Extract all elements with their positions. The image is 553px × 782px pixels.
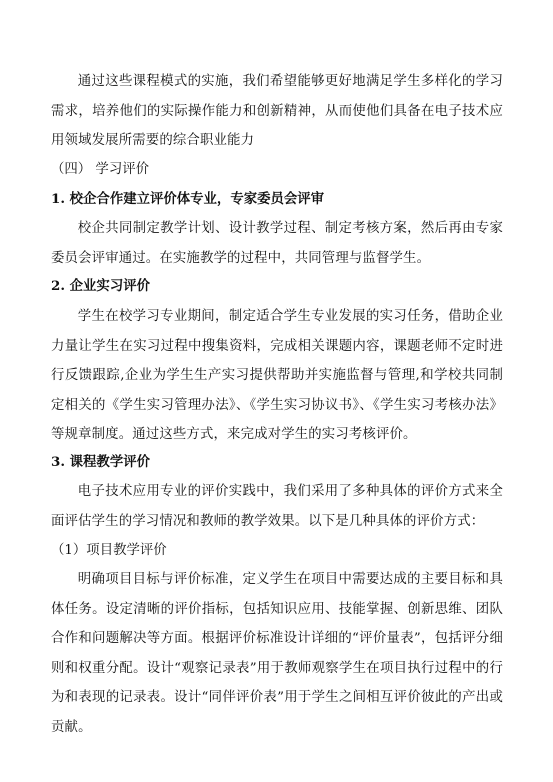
heading-course-teaching-evaluation: 3. 课程教学评价 bbox=[51, 454, 150, 470]
paragraph-course-mode-summary: 通过这些课程模式的实施，我们希望能够更好地满足学生多样化的学习需求，培养他们的实际操作能力和创新精神，从而使他们具备在电子技术应用领域发展所需要的综合职业能力 bbox=[51, 74, 503, 148]
paragraph-expert-committee-review: 校企共同制定教学计划、设计教学过程、制定考核方案，然后再由专家委员会评审通过。在实施教学的过程中，共同管理与监督学生。 bbox=[51, 221, 503, 266]
paragraph-project-evaluation-details: 明确项目目标与评价标准，定义学生在项目中需要达成的主要目标和具体任务。设定清晰的评价指标，包括知识应用、技能掌握、创新思维、团队合作和问题解决等方面。根据评价标准设计详细的“评价量表”，包括评分细则和权重分配。设计“观察记录表”用于教师观察学生在项目执行过程中的行为和表现的记录表。设计“同伴评价表”用于学生之间相互评价彼此的产出或贡献。 bbox=[51, 572, 503, 735]
paragraph-internship-assessment: 学生在校学习专业期间，制定适合学生专业发展的实习任务，借助企业力量让学生在实习过程中搜集资料，完成相关课题内容，课题老师不定时进行反馈跟踪,企业为学生生产实习提供帮助并实施监督与管理,和学校共同制定相关的《学生实习管理办法》、《学生实习协议书》、《学生实习考核办法》等规章制度。通过这些方式，来完成对学生的实习考核评价。 bbox=[51, 309, 503, 442]
heading-enterprise-internship-evaluation: 2. 企业实习评价 bbox=[51, 278, 150, 294]
heading-school-enterprise-evaluation: 1. 校企合作建立评价体专业，专家委员会评审 bbox=[51, 191, 325, 207]
paragraph-evaluation-methods-intro: 电子技术应用专业的评价实践中，我们采用了多种具体的评价方式来全面评估学生的学习情况和教师的教学效果。以下是几种具体的评价方式： bbox=[51, 484, 503, 529]
subheading-project-teaching-evaluation: （1）项目教学评价 bbox=[51, 543, 167, 558]
section-heading-learning-evaluation: （四） 学习评价 bbox=[51, 162, 149, 177]
